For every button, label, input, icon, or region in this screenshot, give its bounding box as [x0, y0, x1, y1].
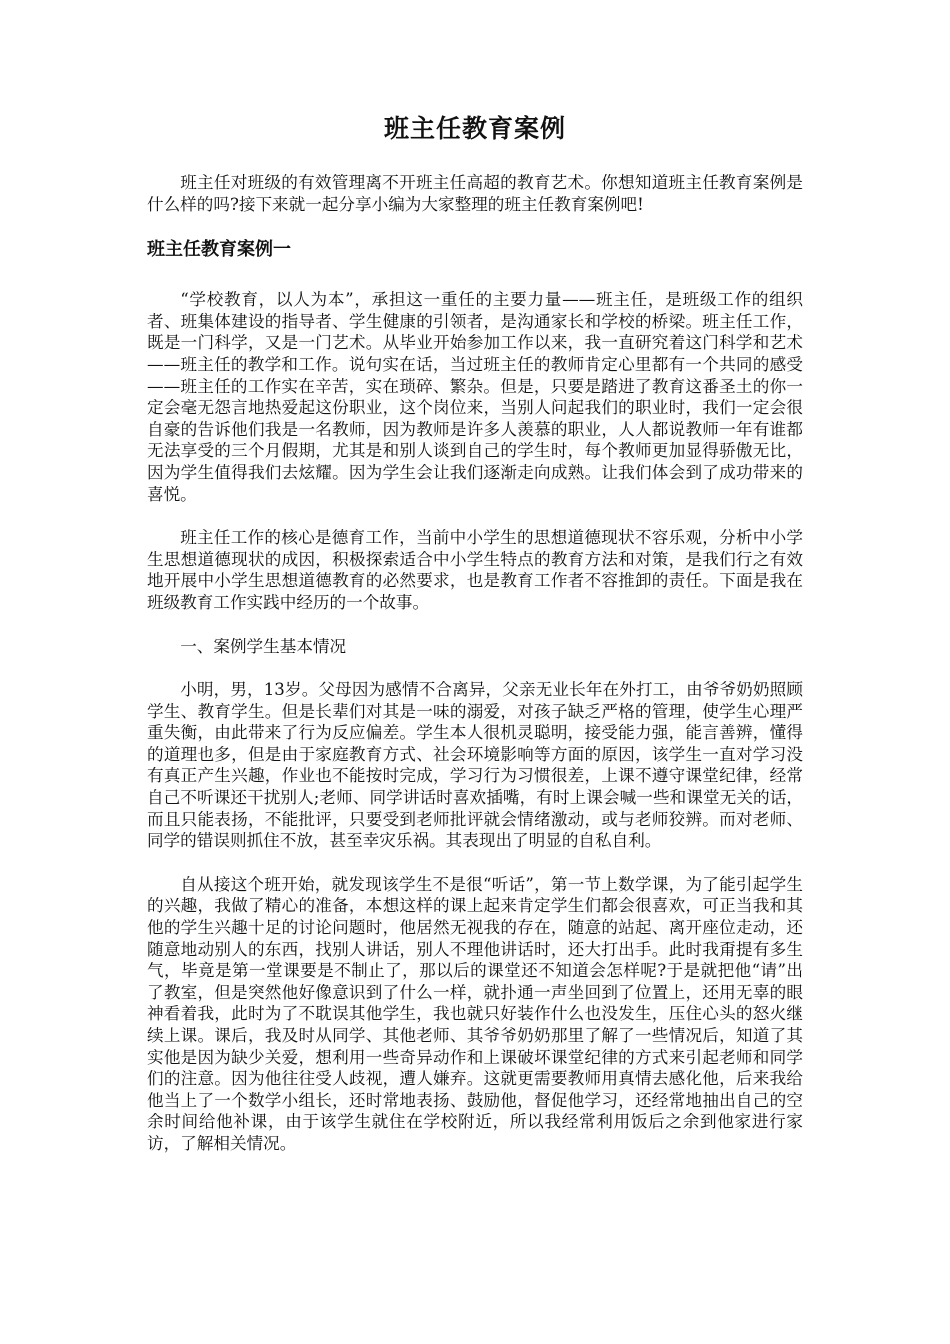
document-title: 班主任教育案例 [383, 114, 566, 143]
body-paragraph: 班主任工作的核心是德育工作，当前中小学生的思想道德现状不容乐观，分析中小学生思想道德现状的成因，积极探索适合中小学生特点的教育方法和对策，是我们行之有效地开展中小学生思想道德教育的必然要求，也是教育工作者不容推卸的责任。下面是我在班级教育工作实践中经历的一个故事。 [147, 528, 803, 612]
case-paragraph: 小明，男，13岁。父母因为感情不合离异，父亲无业长年在外打工，由爷爷奶奶照顾学生、教育学生。但是长辈们对其是一味的溺爱，对孩子缺乏严格的管理，使学生心理严重失衡，由此带来了行为反应偏差。学生本人很机灵聪明，接受能力强，能言善辨，懂得的道理也多，但是由于家庭教育方式、社会环境影响等方面的原因，该学生一直对学习没有真正产生兴趣，作业也不能按时完成，学习行为习惯很差，上课不遵守课堂纪律，经常自己不听课还干扰别人;老师、同学讲话时喜欢插嘴，有时上课会喊一些和课堂无关的话，而且只能表扬，不能批评，只要受到老师批评就会情绪激动，或与老师狡辨。而对老师、同学的错误则抓住不放，甚至幸灾乐祸。其表现出了明显的自私自利。 [147, 680, 803, 851]
document-page [147, 112, 803, 1177]
section-heading: 班主任教育案例一 [147, 239, 291, 261]
intro-paragraph: 班主任对班级的有效管理离不开班主任高超的教育艺术。你想知道班主任教育案例是什么样的吗?接下来就一起分享小编为大家整理的班主任教育案例吧! [147, 173, 803, 214]
body-paragraph: “学校教育，以人为本”，承担这一重任的主要力量——班主任，是班级工作的组织者、班集体建设的指导者、学生健康的引领者，是沟通家长和学校的桥梁。班主任工作，既是一门科学，又是一门艺术。从毕业开始参加工作以来，我一直研究着这门科学和艺术——班主任的教学和工作。说句实在话，当过班主任的教师肯定心里都有一个共同的感受——班主任的工作实在辛苦，实在琐碎、繁杂。但是，只要是踏进了教育这番圣土的你一定会毫无怨言地热爱起这份职业，这个岗位来，当别人问起我们的职业时，我们一定会很自豪的告诉他们我是一名教师，因为教师是许多人羡慕的职业，人人都说教师一年有谁都无法享受的三个月假期，尤其是和别人谈到自己的学生时，每个教师更加显得骄傲无比，因为学生值得我们去炫耀。因为学生会让我们逐渐走向成熟。让我们体会到了成功带来的喜悦。 [147, 290, 803, 504]
case-subheading: 一、案例学生基本情况 [180, 636, 347, 656]
case-paragraph: 自从接这个班开始，就发现该学生不是很“听话”，第一节上数学课，为了能引起学生的兴趣，我做了精心的准备，本想这样的课上起来肯定学生们都会很喜欢，可正当我和其他的学生兴趣十足的讨论问题时，他居然无视我的存在，随意的站起、离开座位走动，还随意地动别人的东西，找别人讲话，别人不理他讲话时，还大打出手。此时我甭提有多生气，毕竟是第一堂课要是不制止了，那以后的课堂还不知道会怎样呢?于是就把他“请”出了教室，但是突然他好像意识到了什么一样，就扑通一声坐回到了位置上，还用无辜的眼神看着我，此时为了不耽误其他学生，我也就只好装作什么也没发生，压住心头的怒火继续上课。课后，我及时从同学、其他老师、其爷爷奶奶那里了解了一些情况后，知道了其实他是因为缺少关爱，想利用一些奇异动作和上课破坏课堂纪律的方式来引起老师和同学们的注意。因为他往往受人歧视，遭人嫌弃。这就更需要教师用真情去感化他，后来我给他当上了一个数学小组长，还时常地表扬、鼓励他，督促他学习，还经常地抽出自己的空余时间给他补课，由于该学生就住在学校附近，所以我经常利用饭后之余到他家进行家访，了解相关情况。 [147, 874, 803, 1153]
